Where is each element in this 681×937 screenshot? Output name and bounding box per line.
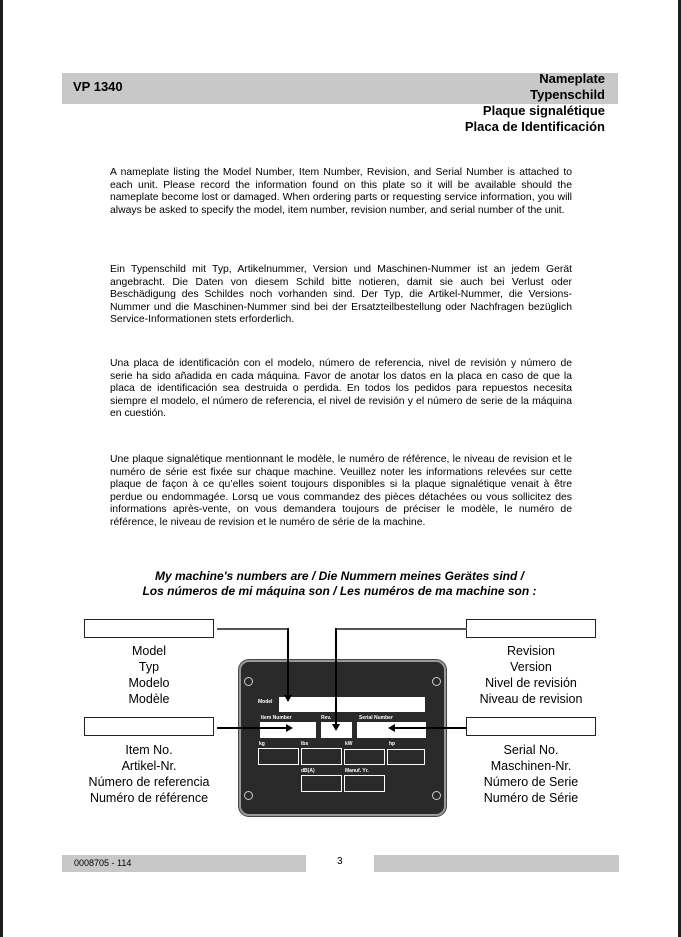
plate-manuf-yr-box — [344, 775, 385, 792]
title-en: Nameplate — [539, 71, 605, 86]
arrow-down-icon — [332, 724, 340, 731]
plate-lbs-box — [301, 748, 342, 765]
plate-hp-box — [387, 749, 425, 765]
screw-hole-icon — [244, 791, 253, 800]
plate-label-rev: Rev. — [321, 715, 332, 721]
item-label-en: Item No. — [125, 743, 173, 757]
serial-label-es: Número de Serie — [483, 775, 579, 789]
serial-label-fr: Numéro de Série — [483, 791, 579, 805]
revision-label-es: Nivel de revisión — [485, 676, 577, 690]
model-labels — [69, 643, 229, 707]
nameplate-illustration — [239, 660, 446, 816]
item-number-field[interactable] — [84, 717, 214, 736]
record-caption — [103, 569, 576, 599]
model-number-field[interactable] — [84, 619, 214, 638]
plate-label-item-number: Item Number — [261, 715, 292, 721]
revision-label-de: Version — [510, 660, 552, 674]
document-page — [3, 0, 678, 937]
plate-label-manuf-yr: Manuf. Yr. — [345, 768, 369, 774]
screw-hole-icon — [432, 677, 441, 686]
plate-label-kg: kg — [259, 741, 265, 747]
item-label-fr: Numéro de référence — [89, 791, 209, 805]
plate-dba-box — [301, 775, 342, 792]
plate-label-hp: hp — [389, 741, 396, 747]
caption-line-2: Los números de mi máquina son / Les numéros de ma machine son : — [142, 584, 537, 598]
revision-connector-line — [335, 628, 337, 725]
model-label-de: Typ — [138, 660, 160, 674]
serial-label-de: Maschinen-Nr. — [490, 759, 572, 773]
section-titles — [465, 71, 605, 135]
screw-hole-icon — [432, 791, 441, 800]
footer-page-number: 3 — [337, 856, 343, 867]
serial-number-field[interactable] — [466, 717, 596, 736]
paragraph-german: Ein Typenschild mit Typ, Artikelnummer, Version und Maschinen-Nummer ist an jedem Gerät angebracht. Die Daten von diesem Schild bitte notieren, damit sie auch bei Verlust oder Beschädigung des Schildes noch vorhanden sind. Der Typ, die Artikel-Nummer, die Versions- Nummer und die Maschinen-Nummer sind bei der Ersatzteilbestellung oder Nachfragen bezüglich Service-Informationen stets erforderlich. — [110, 264, 572, 326]
arrow-right-icon — [286, 724, 293, 732]
paragraph-french: Une plaque signalétique mentionnant le modèle, le numéro de référence, le niveau de revision et le numéro de série est fixée sur chaque machine. Veuillez noter les informations relevées sur cette plaque de façon à ce qu’elles soient toujours disponibles si la plaque signalétique venait à être perdue ou endommagée. Lorsq ue vous commandez des pièces détachées ou vous sollicitez des informations après-vente, on vous demandera toujours de préciser le modèle, le numéro de référence, le niveau de revision et le numéro de série de la machine. — [110, 454, 572, 528]
plate-model-field — [279, 697, 425, 712]
title-de: Typenschild — [530, 87, 605, 102]
revision-label-fr: Niveau de revision — [479, 692, 583, 706]
plate-label-serial-number: Serial Number — [359, 715, 393, 721]
item-labels — [69, 742, 229, 806]
serial-connector-line — [394, 727, 466, 729]
plate-label-kw: kW — [345, 741, 353, 747]
plate-kw-box — [344, 749, 385, 765]
arrow-down-icon — [284, 695, 292, 702]
paragraph-english: A nameplate listing the Model Number, Item Number, Revision, and Serial Number is attached to each unit. Please record the information found on this plate so it will be available should the nameplate become lost or damaged. When ordering parts or requesting service information, you will always be asked to specify the model, item number, revision number, and serial number of the unit. — [110, 167, 572, 216]
revision-label-en: Revision — [507, 644, 555, 658]
plate-label-dba: dB(A) — [301, 768, 315, 774]
model-title: VP 1340 — [73, 79, 123, 94]
item-label-es: Número de referencia — [88, 775, 210, 789]
footer-bar — [374, 855, 619, 872]
plate-label-lbs: lbs — [301, 741, 309, 747]
model-label-es: Modelo — [128, 676, 170, 690]
model-connector-line — [217, 628, 288, 630]
plate-label-model: Model — [258, 699, 273, 705]
title-es: Placa de Identificación — [464, 119, 605, 134]
model-connector-line — [287, 628, 289, 696]
revision-connector-line — [336, 628, 467, 630]
serial-labels — [451, 742, 611, 806]
revision-labels — [451, 643, 611, 707]
paragraph-spanish: Una placa de identificación con el modelo, número de referencia, nivel de revisión y número de serie ha sido añadida en cada máquina. Favor de anotar los datos en la placa en caso de que la placa de identificación sea destruida o perdida. En todos los pedidos para repuestos necesita siempre el modelo, el número de referencia, el nivel de revisión y el número de serie de la máquina en cuestión. — [110, 358, 572, 420]
footer-doc-number: 0008705 - 114 — [62, 855, 306, 872]
arrow-left-icon — [388, 724, 395, 732]
caption-line-1: My machine's numbers are / Die Nummern meines Gerätes sind / — [155, 569, 524, 583]
revision-field[interactable] — [466, 619, 596, 638]
model-label-fr: Modèle — [128, 692, 170, 706]
screw-hole-icon — [244, 677, 253, 686]
title-fr: Plaque signalétique — [482, 103, 605, 118]
serial-label-en: Serial No. — [503, 743, 559, 757]
plate-kg-box — [258, 748, 299, 765]
item-label-de: Artikel-Nr. — [121, 759, 177, 773]
model-label-en: Model — [131, 644, 167, 658]
item-connector-line — [217, 727, 287, 729]
